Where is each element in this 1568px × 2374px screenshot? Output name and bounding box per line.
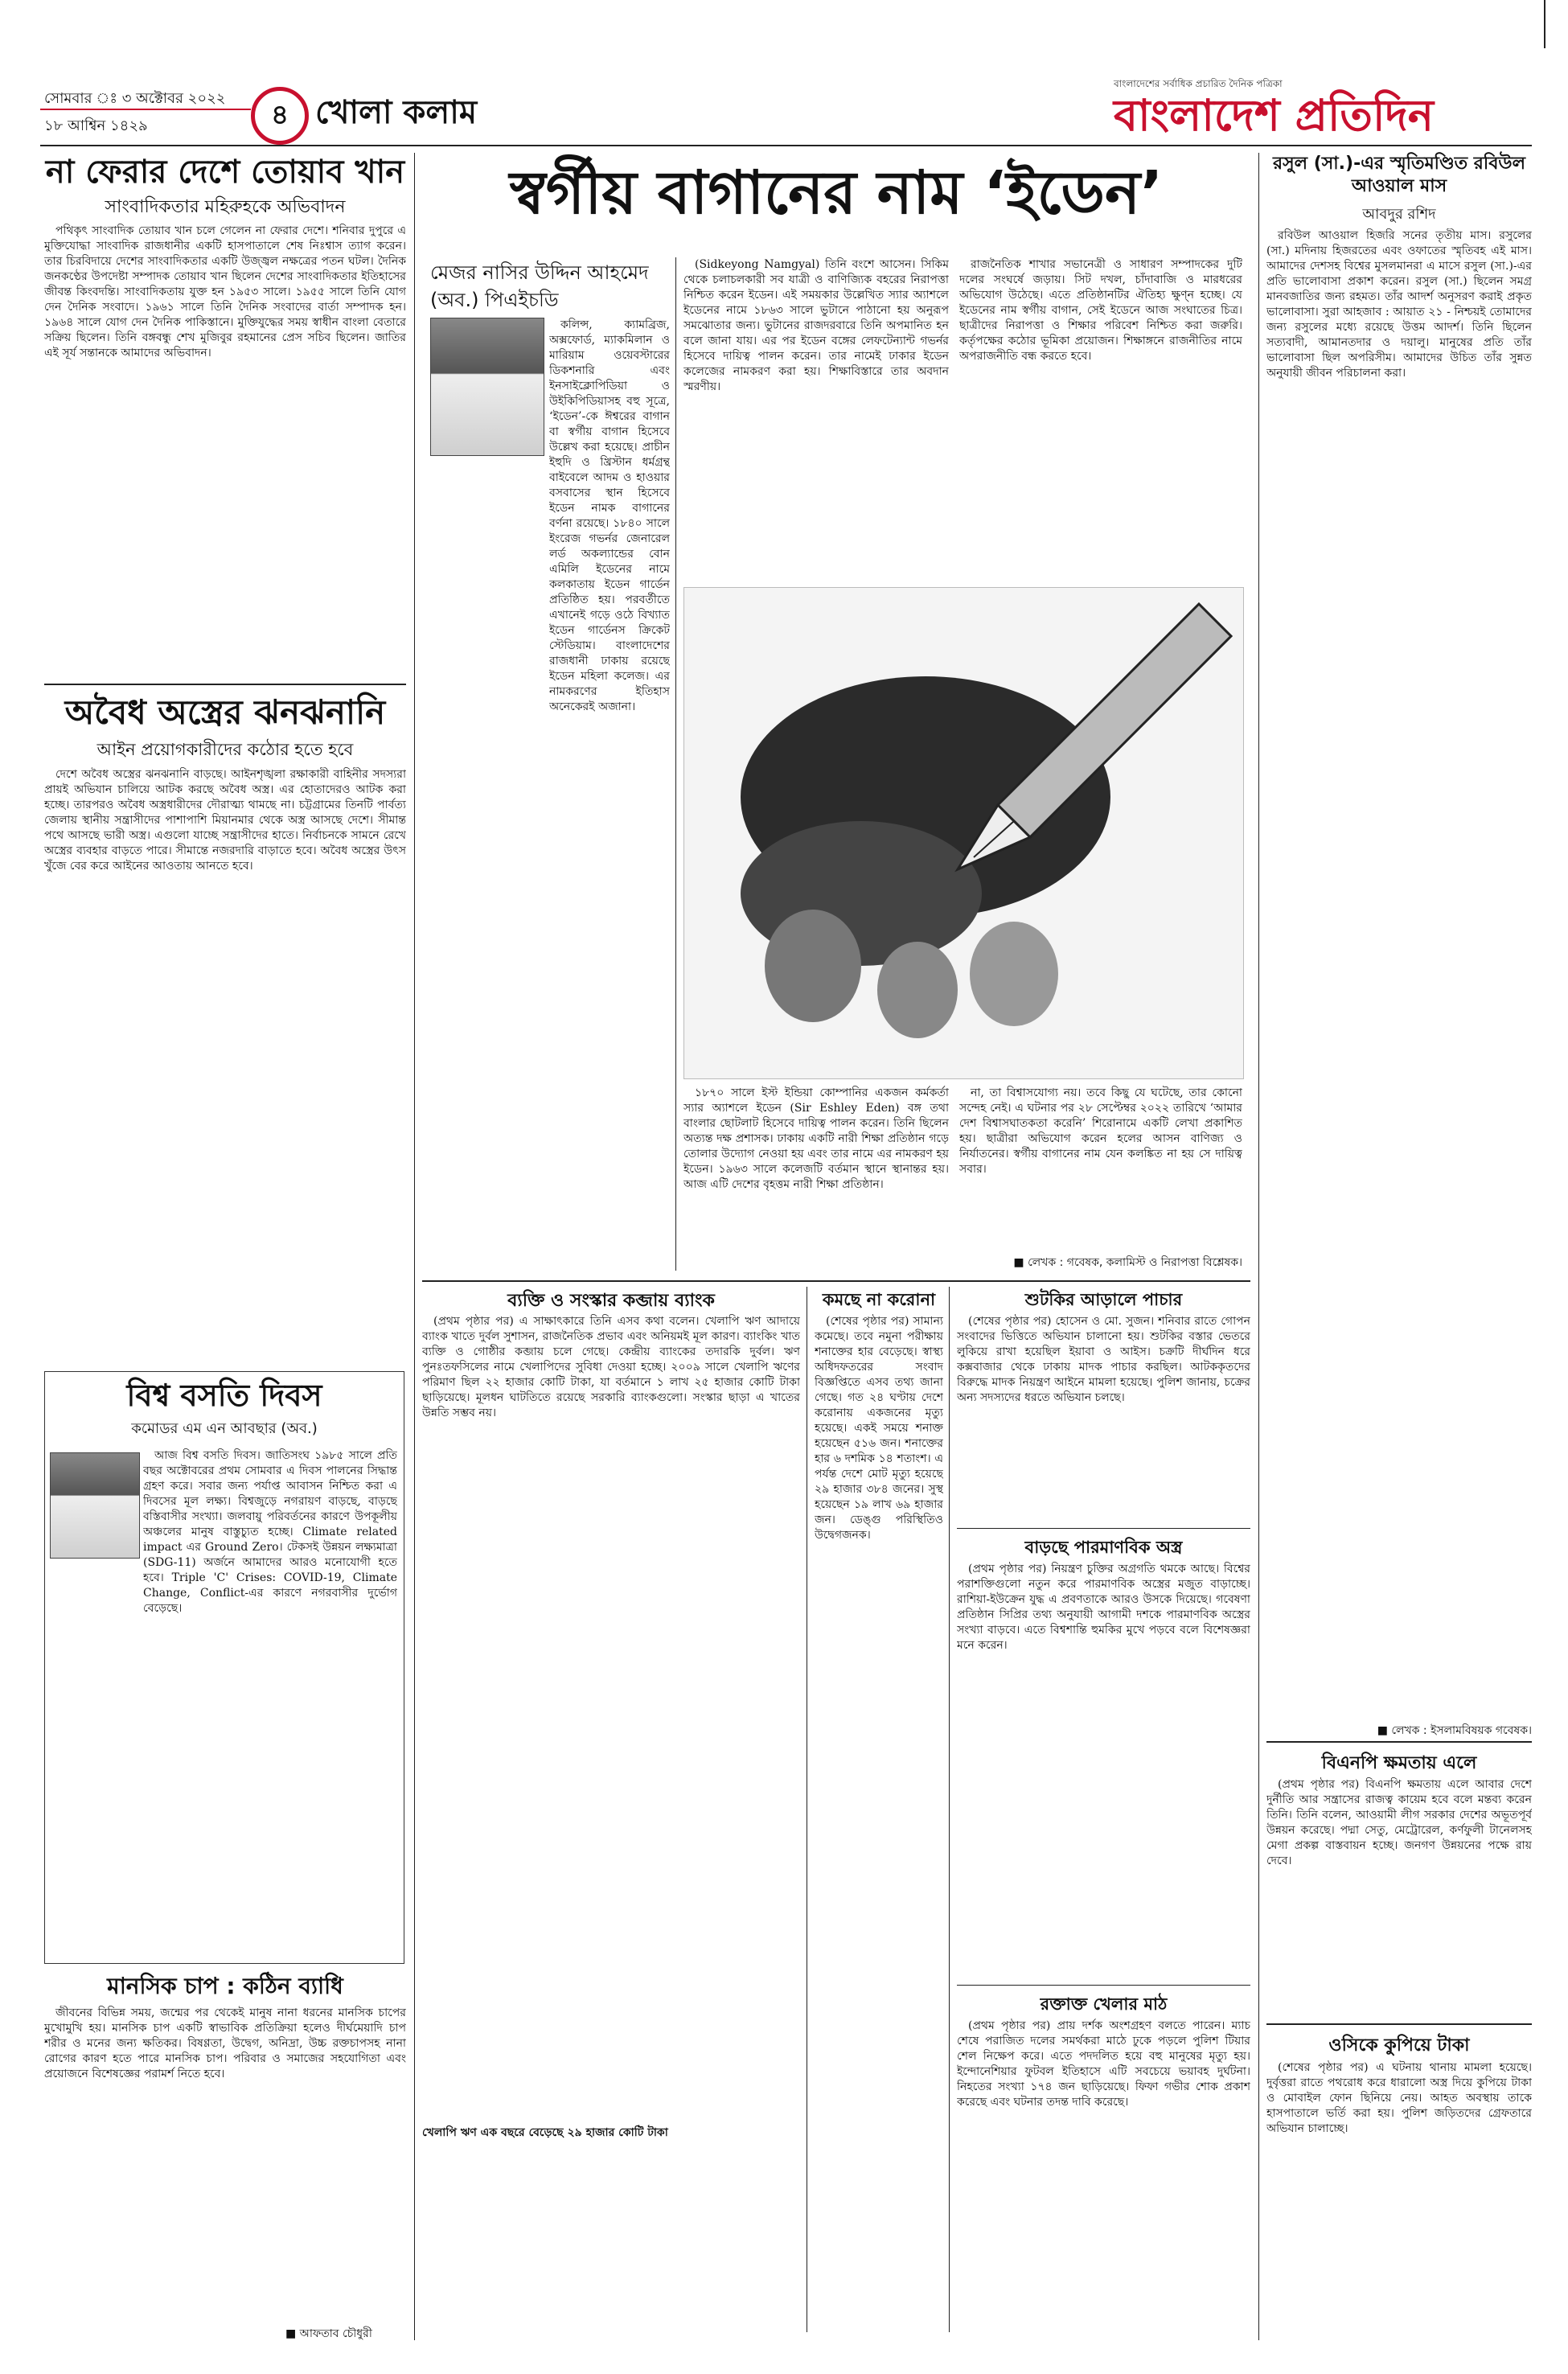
habitat-title: বিশ্ব বসতি দিবস xyxy=(126,1378,322,1413)
main-right-text: রাজনৈতিক শাখার সভানেত্রী ও সাধারণ সম্পাদকের দুটি দলের সংঘর্ষে জড়ায়। সিট দখল, চাঁদাবাজি ও মারধরের অভিযোগ উঠেছে। এতে প্রতিষ্ঠানটির ঐতিহ্য ক্ষুণ্ন হচ্ছে। যে ইডেনের নাম স্বর্গীয় বাগান, সেই ইডেনে আজ সংঘাতের চিত্র। ছাত্রীদের নিরাপত্তা ও শিক্ষার পরিবেশ নিশ্চিত করা জরুরি। কর্তৃপক্ষের কঠোর ভূমিকা প্রয়োজন। শিক্ষাঙ্গনে রাজনীতির নামে অপরাজনীতি বন্ধ করতে হবে। xyxy=(959,258,1242,363)
covid-body xyxy=(815,1314,943,2327)
football-text: (প্রথম পৃষ্ঠার পর) প্রায় দর্শক অংশগ্রহণ বলতে পারেন। ম্যাচ শেষে পরাজিত দলের সমর্থকরা মাঠে ঢুকে পড়লে পুলিশ টিয়ার শেল নিক্ষেপ করে। এতে পদদলিত হয়ে বহু মানুষের মৃত্যু হয়। ইন্দোনেশিয়ার ফুটবল ইতিহাসে এটি সবচেয়ে ভয়াবহ দুর্ঘটনা। নিহতের সংখ্যা ১৭৪ জন ছাড়িয়েছে। ফিফা গভীর শোক প্রকাশ করেছে এবং ঘটনার তদন্ত দাবি করেছে। xyxy=(957,2019,1250,2109)
bottom-divider-2 xyxy=(949,1287,950,2332)
page-number: ৪ xyxy=(270,99,289,131)
rasul-body xyxy=(1266,228,1532,1716)
football-title: রক্তাক্ত খেলার মাঠ xyxy=(1040,1994,1168,2014)
brand-logo xyxy=(1114,90,1434,142)
oc-body xyxy=(1266,2060,1532,2334)
main-left-text: কলিন্স, ক্যামব্রিজ, অক্সফোর্ড, ম্যাকমিলান ও মারিয়াম ওয়েবস্টারের ডিকশনারি এবং ইনসাইক্লোপিডিয়া ও উইকিপিডিয়াসহ বহু সূত্রে, ‘ইডেন’-কে ঈশ্বরের বাগান বা স্বর্গীয় বাগান হিসেবে উল্লেখ করা হয়েছে। প্রাচীন ইহুদি ও খ্রিস্টান ধর্মগ্রন্থ বাইবেলে আদম ও হাওয়ার বসবাসের স্থান হিসেবে ইডেন নামক বাগানের বর্ণনা রয়েছে। ১৮৪০ সালে ইংরেজ গভর্নর জেনারেল লর্ড অকল্যান্ডের বোন এমিলি ইডেনের নামে কলকাতায় ইডেন গার্ডেন প্রতিষ্ঠিত হয়। পরবর্তীতে এখানেই গড়ে ওঠে বিখ্যাত ইডেন গার্ডেনস ক্রিকেট স্টেডিয়াম। বাংলাদেশের রাজধানী ঢাকায় রয়েছে ইডেন মহিলা কলেজ। এর নামকরণের ইতিহাস অনেকেরই অজানা। xyxy=(549,318,670,713)
bottom-articles xyxy=(422,1287,1250,2340)
editorial-2-subtitle: আইন প্রয়োগকারীদের কঠোর হতে হবে xyxy=(96,740,354,759)
rasul-title: রসুল (সা.)-এর স্মৃতিমণ্ডিত রবিউল আওয়াল মাস xyxy=(1273,154,1525,196)
nuclear-title: বাড়ছে পারমাণবিক অস্ত্র xyxy=(1024,1538,1183,1557)
stress-author: ■ আফতাব চৌধুরী xyxy=(285,2327,372,2340)
habitat-body xyxy=(143,1448,397,1955)
top-right-rule xyxy=(1544,0,1545,48)
main-right-text-2: না, তা বিশ্বাসযোগ্য নয়। তবে কিছু যে ঘটেছে, তার কোনো সন্দেহ নেই। এ ঘটনার পর ২৮ সেপ্টেম্বর ২০২২ তারিখে ‘আমার দেশ বিশ্বাসঘাতকতা করেনি’ শিরোনামে একটি লেখা প্রকাশিত হয়। ছাত্রীরা অভিযোগ করেন হলের আসন বাণিজ্য ও নির্যাতনের। স্বর্গীয় বাগানের নাম যেন কলঙ্কিত না হয় সে দায়িত্ব সবার। xyxy=(959,1086,1242,1176)
covid-text: (শেষের পৃষ্ঠার পর) সামান্য কমেছে। তবে নমুনা পরীক্ষায় শনাক্তের হার বেড়েছে। স্বাস্থ্য অধিদফতরের সংবাদ বিজ্ঞপ্তিতে এসব তথ্য জানা গেছে। গত ২৪ ঘণ্টায় দেশে করোনায় একজনের মৃত্যু হয়েছে। একই সময়ে শনাক্ত হয়েছেন ৫১৬ জন। শনাক্তের হার ৬ দশমিক ১৪ শতাংশ। এ পর্যন্ত দেশে মোট মৃত্যু হয়েছে ২৯ হাজার ৩৮৪ জনের। সুস্থ হয়েছেন ১৯ লাখ ৬৯ হাজার জন। ডেঙ্গু পরিস্থিতিও উদ্বেগজনক। xyxy=(815,1315,943,1542)
bank-title: ব্যক্তি ও সংস্কার কব্জায় ব্যাংক xyxy=(507,1291,715,1311)
date-divider xyxy=(40,109,251,110)
covid-title: কমছে না করোনা xyxy=(822,1290,936,1309)
brand-tagline: বাংলাদেশের সর্বাধিক প্রচারিত দৈনিক পত্রিকা xyxy=(1114,78,1283,89)
rasul-author-note: ■ লেখক : ইসলামবিষয়ক গবেষক। xyxy=(1377,1724,1532,1737)
editorial-column xyxy=(44,153,406,2340)
smuggling-text: (শেষের পৃষ্ঠার পর) হোসেন ও মো. সুজন। শনিবার রাতে গোপন সংবাদের ভিত্তিতে অভিযান চালানো হয়। শুটকির বস্তার ভেতরে লুকিয়ে রাখা হয়েছিল ইয়াবা ও আইস। চক্রটি দীর্ঘদিন ধরে কক্সবাজার থেকে ঢাকায় মাদক পাচার করছিল। আটককৃতদের বিরুদ্ধে মাদক নিয়ন্ত্রণ আইনে মামলা হয়েছে। পুলিশ জানায়, চক্রের অন্য সদস্যদের ধরতে অভিযান চলছে। xyxy=(957,1315,1250,1404)
bank-text: (প্রথম পৃষ্ঠার পর) এ সাক্ষাৎকারে তিনি এসব কথা বলেন। খেলাপি ঋণ আদায়ে ব্যাংক খাতে দুর্বল সুশাসন, রাজনৈতিক প্রভাব এবং অনিয়মই মূল কারণ। ব্যাংকিং খাত ব্যক্তি ও গোষ্ঠীর কব্জায় চলে গেছে। কেন্দ্রীয় ব্যাংকের তদারকি দুর্বল। ঋণ পুনঃতফসিলের নামে খেলাপিদের সুবিধা দেওয়া হচ্ছে। ২০০৯ সালে খেলাপি ঋণের পরিমাণ ছিল ২২ হাজার কোটি টাকা, যা বর্তমানে ১ লাখ ২৫ হাজার কোটি টাকা ছাড়িয়েছে। মূলধন ঘাটতিতে রয়েছে সরকারি ব্যাংকগুলো। সংস্কার ছাড়া এ খাতের উন্নতি সম্ভব নয়। xyxy=(422,1315,800,1419)
main-body-left xyxy=(549,318,670,1267)
editorial-1-title: না ফেরার দেশে তোয়াব খান xyxy=(45,154,405,191)
main-author-note: ■ লেখক : গবেষক, কলামিস্ট ও নিরাপত্তা বিশ্লেষক। xyxy=(1013,1256,1242,1269)
habitat-author: কমোডর এম এন আবছার (অব.) xyxy=(131,1420,318,1437)
main-divider-1 xyxy=(675,257,676,1271)
main-body-right-2 xyxy=(959,1086,1242,1247)
bnp-text: (প্রথম পৃষ্ঠার পর) বিএনপি ক্ষমতায় এলে আবার দেশে দুর্নীতি আর সন্ত্রাসের রাজত্ব কায়েম হবে বলে মন্তব্য করেন তিনি। তিনি বলেন, আওয়ামী লীগ সরকার দেশের অভূতপূর্ব উন্নয়ন করেছে। পদ্মা সেতু, মেট্রোরেল, কর্ণফুলী টানেলসহ মেগা প্রকল্প বাস্তবায়ন হচ্ছে। জনগণ উন্নয়নের পক্ষে রায় দেবে। xyxy=(1266,1778,1532,1867)
right-divider-2 xyxy=(1266,2023,1532,2025)
fountain-pen-illustration xyxy=(683,587,1244,1079)
editorial-1-body xyxy=(44,224,406,674)
bottom-divider-4 xyxy=(957,1985,1250,1986)
oc-title: ওসিকে কুপিয়ে টাকা xyxy=(1328,2035,1470,2056)
habitat-text: আজ বিশ্ব বসতি দিবস। জাতিসংঘ ১৯৮৫ সালে প্রতি বছর অক্টোবরের প্রথম সোমবার এ দিবস পালনের সিদ্ধান্ত গ্রহণ করে। সবার জন্য পর্যাপ্ত আবাসন নিশ্চিত করা এ দিবসের মূল লক্ষ্য। বিশ্বজুড়ে নগরায়ণ বাড়ছে, বাড়ছে বস্তিবাসীর সংখ্যা। জলবায়ু পরিবর্তনের কারণে উপকূলীয় অঞ্চলের মানুষ বাস্তুচ্যুত হচ্ছে। Climate related impact এর Ground Zero। টেকসই উন্নয়ন লক্ষ্যমাত্রা (SDG-11) অর্জনে আমাদের আরও মনোযোগী হতে হবে। Triple 'C' Crises: COVID-19, Climate Change, Conflict-এর কারণে নগরবাসীর দুর্ভোগ বেড়েছে। xyxy=(143,1449,397,1615)
column-divider-1 xyxy=(414,153,415,2340)
editorial-2-text: দেশে অবৈধ অস্ত্রের ঝনঝনানি বাড়ছে। আইনশৃঙ্খলা রক্ষাকারী বাহিনীর সদস্যরা প্রায়ই অভিযান চালিয়ে আটক করছে অবৈধ অস্ত্র। এর হোতাদেরও আটক করা হচ্ছে। তারপরও অবৈধ অস্ত্রধারীদের দৌরাত্ম্য থামছে না। চট্টগ্রামের তিনটি পার্বত্য জেলায় স্থানীয় সন্ত্রাসীদের পাশাপাশি মিয়ানমার থেকে অস্ত্র আসছে দেশে। সীমান্ত পথে আসছে ভারী অস্ত্র। এগুলো যাচ্ছে সন্ত্রাসীদের হাতে। নির্বাচনকে সামনে রেখে অস্ত্রের ব্যবহার বাড়তে পারে। সীমান্তে নজরদারি বাড়াতে হবে। অবৈধ অস্ত্রের উৎস খুঁজে বের করে আইনের আওতায় আনতে হবে। xyxy=(44,768,406,873)
editorial-1-text: পথিকৃৎ সাংবাদিক তোয়াব খান চলে গেলেন না ফেরার দেশে। শনিবার দুপুরে এ মুক্তিযোদ্ধা সাংবাদিক রাজধানীর একটি হাসপাতালে শেষ নিঃশ্বাস ত্যাগ করেন। তার চিরবিদায়ে দেশের সাংবাদিকতার একটি উজ্জ্বল নক্ষত্রের পতন ঘটল। দৈনিক জনকণ্ঠের উপদেষ্টা সম্পাদক তোয়াব খান ছিলেন দেশের সাংবাদিকতার ইতিহাসের জীবন্ত কিংবদন্তি। সাংবাদিকতায় যুক্ত হন ১৯৫৩ সালে। ১৯৫৫ সালে তিনি যোগ দেন দৈনিক সংবাদে। ১৯৬১ সালে তিনি দৈনিক সংবাদের বার্তা সম্পাদক হন। ১৯৬৪ সালে যোগ দেন দৈনিক পাকিস্তানে। মুক্তিযুদ্ধের সময় স্বাধীন বাংলা বেতারে সক্রিয় ছিলেন। তিনি বঙ্গবন্ধু শেখ মুজিবুর রহমানের প্রেস সচিব ছিলেন। জাতির এই সূর্য সন্তানকে আমাদের অভিবাদন। xyxy=(44,224,406,359)
page-number-badge xyxy=(251,87,309,145)
football-body xyxy=(957,2019,1250,2332)
main-mid-text-2: ১৮৭০ সালে ইস্ট ইন্ডিয়া কোম্পানির একজন কর্মকর্তা স্যার অ্যাশলে ইডেন (Sir Eshley Eden) বঙ্গ তথা বাংলার ছোটলাট হিসেবে দায়িত্ব পালন করেন। তিনি ছিলেন অত্যন্ত দক্ষ প্রশাসক। ঢাকায় একটি নারী শিক্ষা প্রতিষ্ঠান গড়ে তোলার উদ্যোগ নেওয়া হয় এবং তার নামে এর নামকরণ হয় ইডেন। ১৯৬৩ সালে কলেজটি বর্তমান স্থানে স্থানান্তর হয়। আজ এটি দেশের বৃহত্তম নারী শিক্ষা প্রতিষ্ঠান। xyxy=(683,1086,949,1191)
brand-name: বাংলাদেশ প্রতিদিন xyxy=(1114,90,1434,141)
column-divider-4 xyxy=(1258,153,1259,2340)
divider xyxy=(44,684,406,685)
main-author: মেজর নাসির উদ্দিন আহমেদ (অব.) পিএইচডি xyxy=(430,261,649,311)
bank-body xyxy=(422,1314,800,2118)
bottom-divider-3 xyxy=(957,1528,1250,1529)
main-feature xyxy=(422,153,1250,1279)
nuclear-text: (প্রথম পৃষ্ঠার পর) নিয়ন্ত্রণ চুক্তির অগ্রগতি থমকে আছে। বিশ্বের পরাশক্তিগুলো নতুন করে পারমাণবিক অস্ত্রের মজুত বাড়াচ্ছে। রাশিয়া-ইউক্রেন যুদ্ধ এ প্রবণতাকে আরও উসকে দিয়েছে। গবেষণা প্রতিষ্ঠান সিপ্রির তথ্য অনুযায়ী আগামী দশকে পারমাণবিক অস্ত্রের সংখ্যা বাড়বে। এতে বিশ্বশান্তি হুমকির মুখে পড়বে বলে বিশেষজ্ঞরা মনে করেন। xyxy=(957,1563,1250,1652)
author-photo xyxy=(50,1452,140,1559)
main-body-mid-2 xyxy=(683,1086,949,1271)
main-body-right xyxy=(959,257,1242,579)
section-name: খোলা কলাম xyxy=(315,94,478,131)
pen-drawing xyxy=(684,588,1243,1078)
rasul-author: আবদুর রশিদ xyxy=(1362,206,1436,223)
right-column xyxy=(1266,153,1532,2340)
bnp-title: বিএনপি ক্ষমতায় এলে xyxy=(1321,1753,1477,1773)
rasul-text: রবিউল আওয়াল হিজরি সনের তৃতীয় মাস। রসুলের (সা.) মদিনায় হিজরতের এবং ওফাতের স্মৃতিবহ এই মাস। আমাদের দেশসহ বিশ্বের মুসলমানরা এ মাসে রসুল (সা.)-এর প্রতি ভালোবাসা প্রকাশ করেন। রসুল (সা.) ছিলেন সমগ্র মানবজাতির জন্য রহমত। তাঁর আদর্শ অনুসরণ করাই প্রকৃত ভালোবাসা। সুরা আহজাব : আয়াত ২১ - নিশ্চয়ই তোমাদের জন্য রসুলের মধ্যে রয়েছে উত্তম আদর্শ। তিনি ছিলেন সত্যবাদী, আমানতদার ও দয়ালু। মানুষের প্রতি তাঁর ভালোবাসা ছিল অপরিসীম। আমাদের উচিত তাঁর সুন্নত অনুযায়ী জীবন পরিচালনা করা। xyxy=(1266,229,1532,380)
main-headline: স্বর্গীয় বাগানের নাম ‘ইডেন’ xyxy=(509,158,1164,228)
date-line-2: ১৮ আশ্বিন ১৪২৯ xyxy=(44,117,148,134)
editorial-1-subtitle: সাংবাদিকতার মহিরুহকে অভিবাদন xyxy=(105,197,346,217)
bnp-body xyxy=(1266,1777,1532,2019)
editorial-2-body xyxy=(44,767,406,1362)
bank-subhead: খেলাপি ঋণ এক বছরে বেড়েছে ২৯ হাজার কোটি টাকা xyxy=(422,2126,668,2139)
editorial-2-title: অবৈধ অস্ত্রের ঝনঝনানি xyxy=(64,692,386,732)
masthead-rule xyxy=(40,145,1532,146)
oc-text: (শেষের পৃষ্ঠার পর) এ ঘটনায় থানায় মামলা হয়েছে। দুর্বৃত্তরা রাতে পথরোধ করে ধারালো অস্ত্র দিয়ে কুপিয়ে টাকা ও মোবাইল ফোন ছিনিয়ে নেয়। আহত অবস্থায় তাকে হাসপাতালে ভর্তি করা হয়। পুলিশ জড়িতদের গ্রেফতারে অভিযান চালাচ্ছে। xyxy=(1266,2061,1532,2135)
smuggling-body xyxy=(957,1314,1250,1523)
article-box-habitat xyxy=(44,1371,404,1964)
main-author-photo xyxy=(430,318,544,456)
smuggling-title: শুটকির আড়ালে পাচার xyxy=(1024,1290,1183,1309)
stress-body xyxy=(44,2006,406,2327)
date-line-1: সোমবার ঃ ৩ অক্টোবর ২০২২ xyxy=(44,90,226,107)
main-mid-text: (Sidkeyong Namgyal) তিনি বংশে আসেন। সিকিম থেকে চলাচলকারী সব যাত্রী ও বাণিজ্যিক বহরের নিরাপত্তা নিশ্চিত করেন ইডেন। এই সময়কার উল্লেখিত স্যার অ্যাশলে ইডেনের নামে ১৮৬৩ সালে ভুটানে পাঠানো হয় অনুরূপ সমঝোতার জন্য। ভুটানের রাজদরবারে তিনি অপমানিত হন বলে জানা যায়। এর পর ইডেন বঙ্গের লেফটেন্যান্ট গভর্নর হিসেবে দায়িত্ব পালন করেন। তার নামেই ঢাকার ইডেন কলেজের নামকরণ করা হয়। শিক্ষাবিস্তারে তার অবদান স্মরণীয়। xyxy=(683,258,949,393)
main-bottom-rule xyxy=(422,1280,1250,1282)
nuclear-body xyxy=(957,1562,1250,1980)
stress-text: জীবনের বিভিন্ন সময়, জন্মের পর থেকেই মানুষ নানা ধরনের মানসিক চাপের মুখোমুখি হয়। মানসিক চাপ একটি স্বাভাবিক প্রতিক্রিয়া হলেও দীর্ঘমেয়াদি চাপ শরীর ও মনের জন্য ক্ষতিকর। বিষণ্ণতা, উদ্বেগ, অনিদ্রা, উচ্চ রক্তচাপসহ নানা রোগের কারণ হতে পারে মানসিক চাপ। পরিবার ও সমাজের সহযোগিতা এবং প্রয়োজনে বিশেষজ্ঞের পরামর্শ নিতে হবে। xyxy=(44,2006,406,2080)
right-divider-1 xyxy=(1266,1741,1532,1743)
stress-title: মানসিক চাপ : কঠিন ব্যাধি xyxy=(107,1973,343,1999)
main-body-mid xyxy=(683,257,949,579)
